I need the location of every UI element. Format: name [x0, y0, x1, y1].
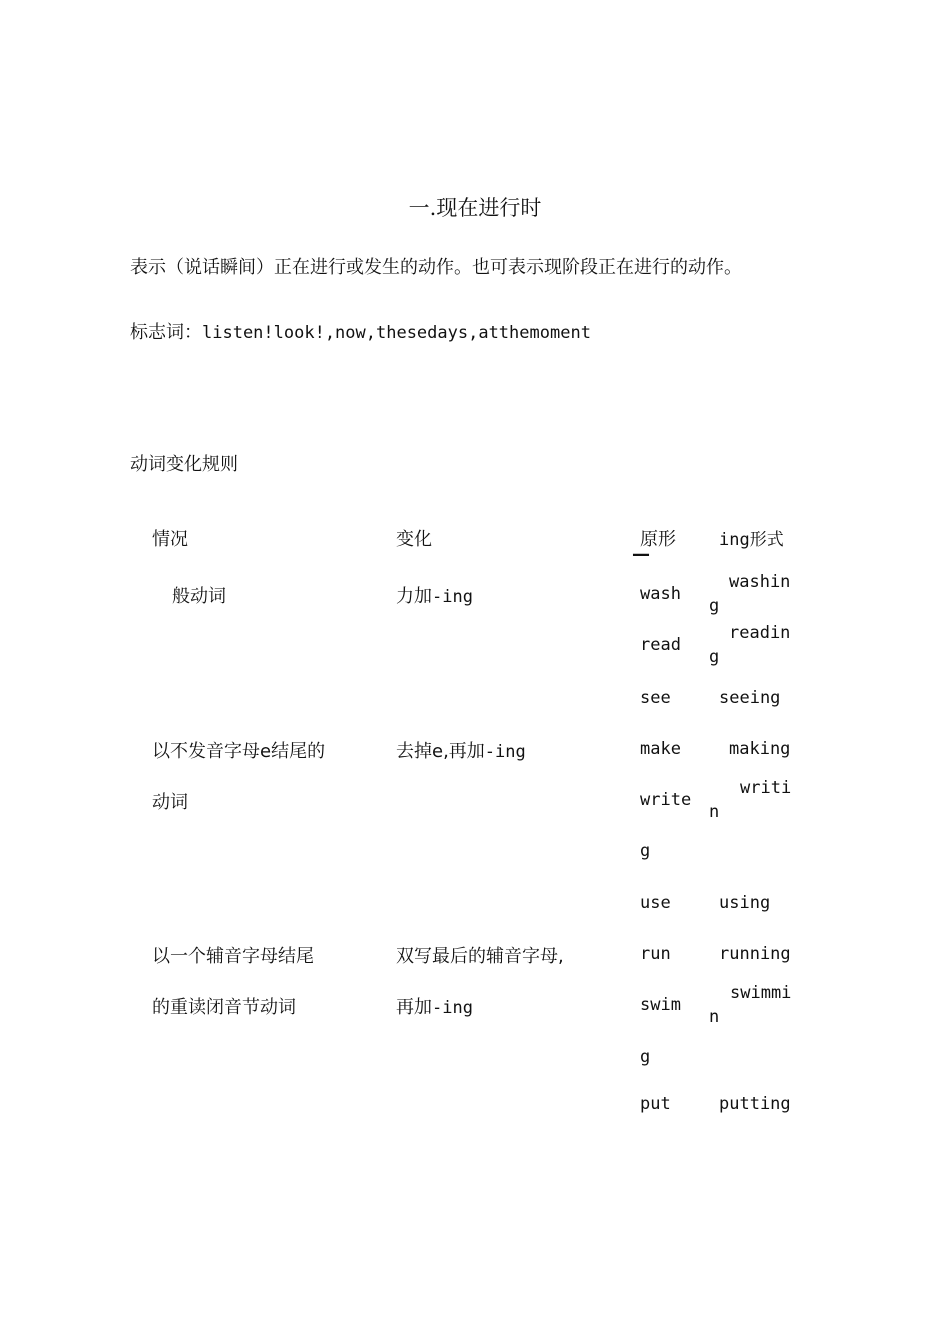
header-ing	[719, 525, 784, 550]
keywords-value: listen!look!,now,thesedays,atthemoment	[202, 323, 591, 343]
row1-ing-2: readin	[729, 623, 791, 643]
row3-case-line1: 以一个辅音字母结尾	[152, 946, 314, 967]
header-base: 原形	[640, 529, 676, 550]
row2-base-1: make	[640, 739, 681, 759]
row1-base-3: see	[640, 688, 671, 708]
header-change: 变化	[396, 529, 432, 550]
row1-ing-3: seeing	[719, 688, 781, 708]
page-title: 一.现在进行时	[408, 196, 542, 220]
row3-change-line1: 双写最后的辅音字母,	[396, 946, 564, 967]
row2-base-2-wrap: g	[640, 841, 651, 861]
row1-ing-1-wrap: g	[709, 596, 720, 616]
row3-change-cn2: 再加	[396, 997, 432, 1018]
keywords-label: 标志词：	[130, 322, 202, 343]
definition-text: 表示（说话瞬间）正在进行或发生的动作。也可表示现阶段正在进行的动作。	[130, 257, 742, 278]
row1-ing-2-wrap: g	[709, 647, 720, 667]
row1-ing-1: washin	[729, 572, 791, 592]
row1-change-cn: 力加	[396, 586, 432, 607]
row3-change-line2	[396, 993, 473, 1019]
row3-base-3: put	[640, 1094, 671, 1114]
row3-ing-3: putting	[719, 1094, 791, 1114]
row2-change	[396, 737, 526, 763]
row3-base-2-wrap: g	[640, 1047, 651, 1067]
row1-base-2: read	[640, 635, 681, 655]
header-base-mark: —	[632, 544, 650, 565]
row3-ing-1: running	[719, 944, 791, 964]
row1-change	[396, 582, 473, 608]
keywords-line	[130, 318, 591, 344]
row3-ing-2: swimmi	[730, 983, 792, 1003]
row2-ing-2-wrap: n	[709, 802, 720, 822]
row3-ing-2-wrap: n	[709, 1007, 720, 1027]
row2-change-code: -ing	[484, 742, 526, 762]
row2-base-2: write	[640, 790, 692, 810]
row2-ing-3: using	[719, 893, 771, 913]
row2-case-line1: 以不发音字母e结尾的	[152, 741, 326, 762]
header-case: 情况	[152, 529, 188, 550]
row3-change-code: -ing	[432, 998, 473, 1018]
section-heading: 动词变化规则	[130, 454, 238, 475]
row2-change-cn: 去掉e,再加	[396, 741, 485, 762]
row1-base-1: wash	[640, 584, 681, 604]
row3-base-2: swim	[640, 995, 681, 1015]
row2-case-line2: 动词	[152, 792, 188, 813]
row2-ing-1: making	[729, 739, 791, 759]
row2-ing-2: writi	[740, 778, 792, 798]
row3-base-1: run	[640, 944, 671, 964]
row2-base-3: use	[640, 893, 671, 913]
header-ing-text: ing形式	[719, 530, 784, 550]
row3-case-line2: 的重读闭音节动词	[152, 997, 296, 1018]
row1-case: 般动词	[172, 586, 226, 607]
row1-change-code: -ing	[432, 587, 473, 607]
